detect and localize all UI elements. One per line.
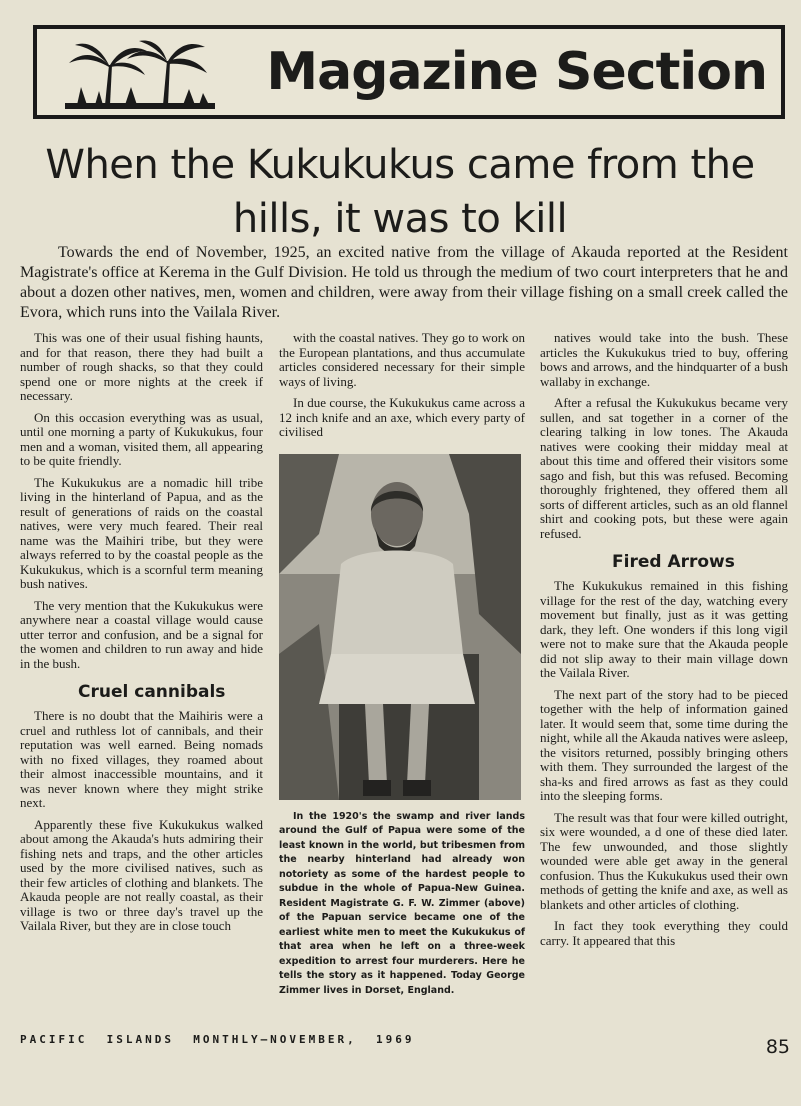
photo-caption: In the 1920's the swamp and river lands around the Gulf of Papua were some of the least known in the world, but tribesmen from the nearby hinterland had already won notoriety as some of the hardest people to subdue in the whole of Papua-New Guinea. Resident Magistrate G. F. W. Zimmer (above) of the Papuan service became one of the earliest white men to meet the Kukukukus of that area when he left on a three-week expedition to arrest four murderers. Here he tells the story as it happened. Today George Zimmer lives in Dorset, England. — [279, 810, 525, 996]
paragraph: In fact they took everything they could carry. It appeared that this — [540, 918, 788, 948]
palm-trees-logo — [65, 37, 215, 109]
paragraph: In due course, the Kukukukus came across a 12 inch knife and an axe, which every party of civilised — [279, 395, 525, 439]
paragraph: Apparently these five Kukukukus walked about among the Akauda's huts admiring their fishing nets and traps, and the other articles used by the more civilised natives, such as their few articles of clothing and blankets. The Akauda people are not really coastal, as their village is two or three day's travel up the Vailala River, but they are in close touch — [20, 816, 263, 933]
paragraph: After a refusal the Kukukukus became very sullen, and sat together in a corner of the clearing talking in low tones. The Akauda natives were cooking their midday meal at about this time and offered their visitors some sago and fish, but this was refused. Becoming thoroughly frightened, they offered them all sorts of different articles, such as an old flannel shirt and cooking pots, but these were again refused. — [540, 395, 788, 541]
article-headline: When the Kukukukus came from the hills, it was to kill — [45, 142, 755, 242]
column-3 — [540, 331, 788, 955]
page-number: 85 — [765, 1036, 790, 1058]
section-title: Magazine Section — [266, 42, 767, 102]
paragraph: On this occasion everything was as usual, until one morning a party of Kukukukus, four men and a woman, visited them, all appearing to be quite friendly. — [20, 409, 263, 468]
column-2 — [279, 331, 525, 1005]
column-1 — [20, 331, 263, 941]
paragraph: The Kukukukus remained in this fishing village for the rest of the day, watching every movement but finally, just as it was getting dark, they left. One wonders if this long vigil were not to make sure that the Akauda people did not slip away to their main village down the Vailala River. — [540, 578, 788, 680]
article-intro: Towards the end of November, 1925, an excited native from the village of Akauda reported at the Resident Magistrate's office at Kerema in the Gulf Division. He told us through the medium of two court interpreters that he and about a dozen other natives, men, women and children, were away from their village fishing on a small creek called the Evora, which runs into the Vailala River. — [20, 244, 788, 321]
zimmer-portrait-photo — [279, 454, 521, 800]
paragraph: The next part of the story had to be pieced together with the help of information gained later. It would seem that, some time during the night, while all the Akauda natives were asleep, the visitors returned, possibly bringing others with them. They surrounded the largest of the sha-ks and fired arrows as fast as they could into the sleeping forms. — [540, 686, 789, 803]
paragraph: natives would take into the bush. These articles the Kukukukus tried to buy, offering bows and arrows, and the hindquarter of a bush wallaby in exchange. — [540, 330, 788, 389]
paragraph: The Kukukukus are a nomadic hill tribe living in the hinterland of Papua, and as the result of generations of raids on the coastal natives, were very much feared. Their real name was the Maihiri tribe, but they were always referred to by the coastal people as the Kukukukus, which is a scornful term meaning bush natives. — [20, 474, 263, 591]
running-head: PACIFIC ISLANDS MONTHLY—NOVEMBER, 1969 — [20, 1033, 415, 1046]
paragraph: The very mention that the Kukukukus were anywhere near a coastal village would cause utter terror and confusion, and be a signal for the women and children to run away and hide in the bush. — [20, 597, 263, 671]
subheading-cruel-cannibals: Cruel cannibals — [78, 682, 226, 702]
paragraph: This was one of their usual fishing haunts, and for that reason, there they had built a number of rough shacks, so that they could spend one or more nights at the creek if necessary. — [20, 330, 263, 403]
paragraph: with the coastal natives. They go to work on the European plantations, and thus accumulate articles considered necessary for their simple ways of living. — [279, 330, 525, 389]
magazine-section-banner — [33, 25, 785, 119]
subheading-fired-arrows: Fired Arrows — [612, 552, 735, 572]
paragraph: There is no doubt that the Maihiris were a cruel and ruthless lot of cannibals, and their reputation was well earned. Being nomads with no fixed villages, they roamed about their almost inaccessible mountains, and it was never known where they might strike next. — [20, 708, 263, 810]
paragraph: The result was that four were killed outright, six were wounded, a d one of these died later. The few unwounded, and those slightly wounded were able get away in the general confusion. Thus the Kukukukus used their own methods of getting the knife and axe, as well as blankets and other articles of clothing. — [540, 809, 788, 912]
